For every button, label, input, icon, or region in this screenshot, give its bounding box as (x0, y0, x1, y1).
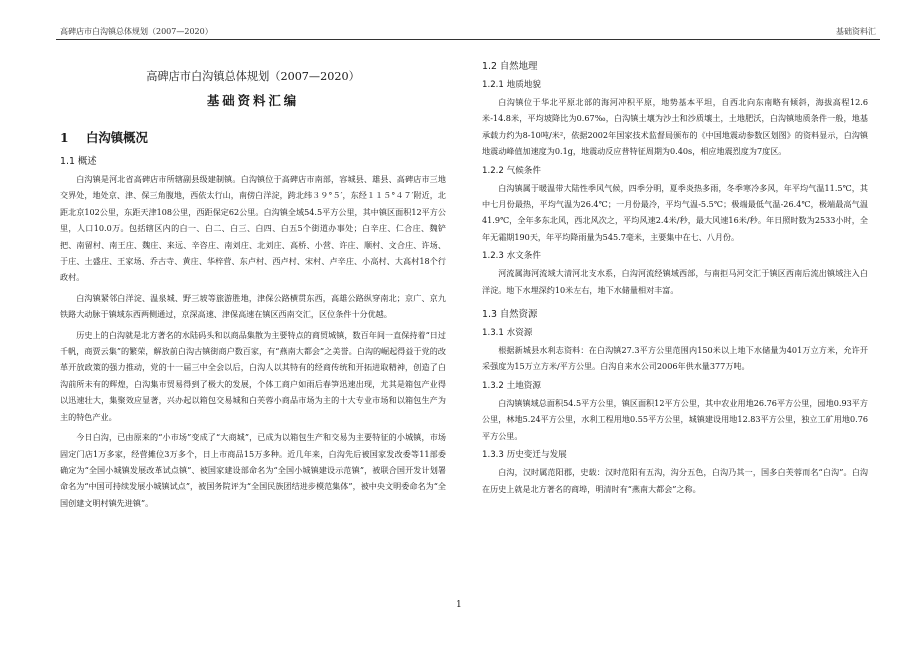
hydrology-paragraph: 河流属海河流域大清河北支水系，白沟河流经镇域西部，与南拒马河交汇于镇区西南后流出镇域注入白洋淀。地下水埋深约10米左右，地下水储量相对丰富。 (482, 268, 868, 295)
chapter-number: 1 (60, 130, 69, 145)
subsection-heading-water: 1.3.1 水资源 (482, 328, 533, 339)
subsection-heading-climate: 1.2.2 气候条件 (482, 165, 541, 176)
overview-paragraph-3: 历史上的白沟就是北方著名的水陆码头和以商品集散为主要特点的商贸城镇，数百年间一直保持着“日过千帆，商贾云集”的繁荣，解放前白沟古镇街商户数百家，有“燕南大都会”之美誉。白沟的崛起得益于党的改革开放政策的强力推动，党的十一届三中全会以后，白沟人以其特有的经商传统和开拓进取精神，创造了白沟前所未有的辉煌，白沟集市贸易得到了极大的发展，个体工商户如雨后春笋迅速出现，尤其是箱包产业得以迅速壮大，集聚效应显著，兴办起以箱包交易城和白芙蓉小商品市场为主的十大专业市场和以箱包生产为主的特色产业。 (60, 329, 446, 422)
chapter-heading (60, 130, 446, 145)
section-heading-overview: 1.1 概述 (60, 156, 97, 167)
overview-paragraph-1: 白沟镇是河北省高碑店市所辖副县级建制镇。白沟镇位于高碑店市南部，容城县、雄县、高碑店市三地交界处，地处京、津、保三角腹地，西依太行山，南傍白洋淀，跨北纬３９°５′，东经１１５°４７′附近，北距北京102公里，东距天津108公里，西距保定62公里。白沟镇全域54.5平方公里，其中镇区面积12平方公里，人口10.0万。包括辖区内的白一、白二、白三、白四、白五5个街道办事处；白辛庄、仁合庄、魏铲把、南留村、南王庄、魏庄、来远、辛咨庄、南刘庄、北刘庄、高桥、小营、许庄、顺村、文合庄、许场、于庄、土盛庄、王家场、乔古寺、黄庄、华梓营、东卢村、西卢村、宋村、卢辛庄、小高村、大高村18个行政村。 (60, 174, 446, 283)
land-paragraph: 白沟镇镇域总面积54.5平方公里，镇区面积12平方公里，其中农业用地26.76平方公里，园地0.93平方公里，林地5.24平方公里，水利工程用地0.55平方公里，城镇建设用地12.83平方公里，独立工矿用地0.76平方公里。 (482, 397, 868, 441)
section-heading-resources: 1.3 自然资源 (482, 309, 538, 321)
history-paragraph: 白沟，汉时属范阳郡，史载：汉时范阳有五沟，沟分五色，白沟乃其一，国多白芙蓉而名“白沟”。白沟在历史上就是北方著名的商埠，明清时有“燕南大都会”之称。 (482, 467, 868, 494)
section-heading-geography: 1.2 自然地理 (482, 61, 538, 72)
document-subtitle: 基础资料汇编 (206, 93, 300, 108)
page-number: 1 (456, 600, 462, 610)
page-header (0, 0, 920, 44)
left-column (60, 60, 446, 515)
subsection-heading-hydrology: 1.2.3 水文条件 (482, 251, 541, 262)
overview-paragraph-2: 白沟镇紧邻白洋淀、温泉城、野三坡等旅游胜地，津保公路横贯东西，高雄公路纵穿南北；京广、京九铁路大动脉于镇域东西两侧通过，京深高速、津保高速在镇区西南交汇，区位条件十分优越。 (60, 292, 446, 320)
document-title: 高碑店市白沟镇总体规划（2007—2020） (146, 70, 360, 83)
geology-paragraph: 白沟镇位于华北平原北部的海河冲积平原，地势基本平坦，自西北向东南略有倾斜，海拔高程12.6米-14.8米，平均坡降比为0.67‰，白沟镇土壤为沙土和沙质壤土，土地肥沃，白沟镇地质条件一般，地基承载力约为8-10吨/米²，依据2002年国家技术监督局颁布的《中国地震动参数区划图》的资料显示，白沟镇地震动峰值加速度为0.1g，地震动反应普特征周期为0.40s，相应地震烈度为7度区。 (482, 97, 868, 157)
chapter-title: 白沟镇概况 (86, 130, 148, 145)
overview-paragraph-4: 今日白沟，已由原来的“小市场”变成了“大商城”，已成为以箱包生产和交易为主要特征的小城镇，市场固定门店1万多家，经营摊位3万多个，日上市商品15万多种。近几年来，白沟先后被国家发改委等11部委确定为“全国小城镇发展改革试点镇”、被国家建设部命名为“全国小城镇建设示范镇”，被联合国开发计划署命名为“中国可持续发展小城镇试点”，被国务院评为“全国民族团结进步模范集体”，被中央文明委命名为“全国创建文明村镇先进镇”。 (60, 432, 446, 508)
header-rule (56, 39, 880, 40)
subsection-heading-history: 1.3.3 历史变迁与发展 (482, 450, 567, 461)
right-column (482, 60, 868, 501)
subsection-heading-land: 1.3.2 土地资源 (482, 380, 541, 391)
subsection-heading-geology: 1.2.1 地质地貌 (482, 80, 541, 90)
header-doc-title: 高碑店市白沟镇总体规划（2007—2020） (60, 27, 213, 36)
header-section-name: 基础资料汇 (836, 27, 876, 36)
water-paragraph: 根据新城县水利志资料：在白沟镇27.3平方公里范围内150米以上地下水储量为401万立方米，允许开采强度为15万立方米/平方公里。白沟自来水公司2006年供水量377万吨。 (482, 345, 868, 372)
climate-paragraph: 白沟镇属于暖温带大陆性季风气候，四季分明，夏季炎热多雨，冬季寒冷多风，年平均气温11.5℃，其中七月份最热，平均气温为26.4℃；一月份最冷，平均气温-5.5℃；极端最低气温-26.4℃，极端最高气温41.9℃，全年多东北风，西北风次之，平均风速2.4米/秒，最大风速16米/秒。年日照时数为2533小时，全年无霜期190天，年平均降雨量为545.7毫米，主要集中在七、八月份。 (482, 182, 868, 242)
